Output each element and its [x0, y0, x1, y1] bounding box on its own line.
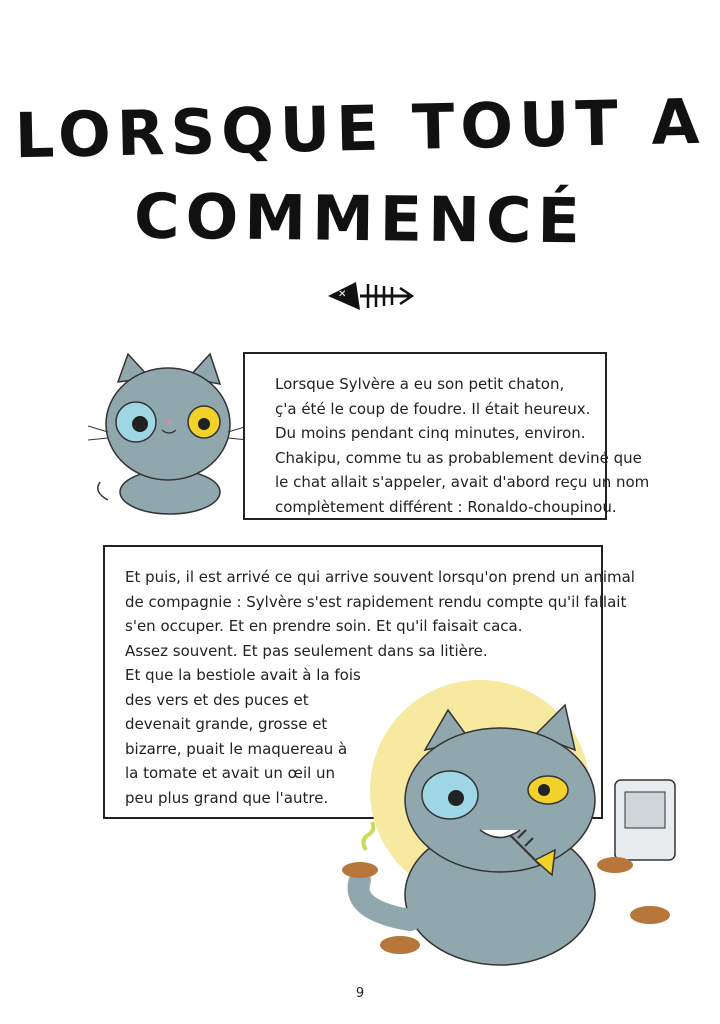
- intro-line: ç'a été le coup de foudre. Il était heureux.: [275, 399, 591, 418]
- intro-text-box: [243, 352, 650, 520]
- story-line: la tomate et avait un œil un: [125, 764, 336, 782]
- intro-line: Lorsque Sylvère a eu son petit chaton,: [275, 375, 565, 393]
- chapter-title-line-2: COMMENCÉ: [133, 179, 587, 258]
- intro-line: complètement différent : Ronaldo-choupinou.: [275, 497, 617, 516]
- kitten-illustration: [88, 352, 248, 522]
- intro-line: Chakipu, comme tu as probablement deviné que: [275, 448, 642, 467]
- story-line: s'en occuper. Et en prendre soin. Et qu'il faisait caca.: [125, 617, 523, 635]
- story-line: de compagnie : Sylvère s'est rapidement rendu compte qu'il fallait: [125, 592, 627, 611]
- story-line: des vers et des puces et: [125, 690, 309, 709]
- page-number: 9: [355, 986, 365, 1001]
- grown-cat-illustration: [330, 680, 690, 980]
- story-line: peu plus grand que l'autre.: [125, 788, 329, 807]
- story-line: devenait grande, grosse et: [125, 715, 328, 733]
- story-line: Assez souvent. Et pas seulement dans sa litière.: [125, 641, 488, 660]
- intro-line: le chat allait s'appeler, avait d'abord reçu un nom: [275, 473, 650, 491]
- svg-text:✕: ✕: [338, 289, 347, 300]
- story-line: bizarre, puait le maquereau à: [125, 739, 348, 758]
- story-line: Et que la bestiole avait à la fois: [125, 666, 361, 684]
- intro-line: Du moins pendant cinq minutes, environ.: [275, 424, 586, 442]
- fish-skeleton-icon: [326, 276, 416, 316]
- chapter-title-line-1: LORSQUE TOUT A: [14, 84, 706, 173]
- story-line: Et puis, il est arrivé ce qui arrive souvent lorsqu'on prend un animal: [125, 568, 635, 586]
